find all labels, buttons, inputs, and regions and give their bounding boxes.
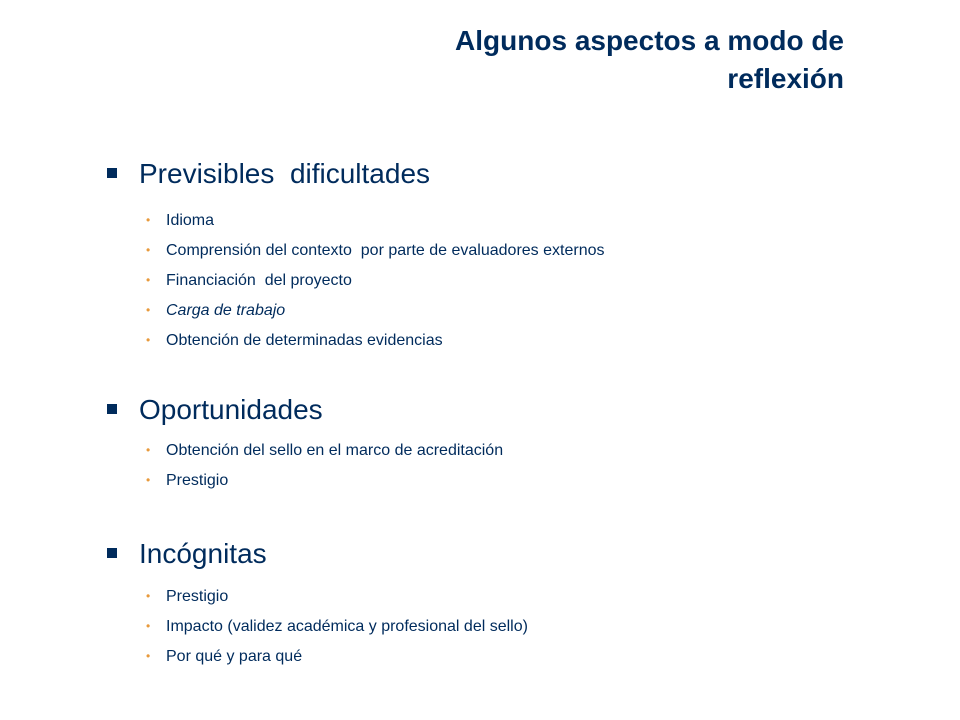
- square-bullet-icon: [107, 548, 117, 558]
- square-bullet-icon: [107, 404, 117, 414]
- list-item-text: Financiación del proyecto: [166, 272, 352, 289]
- list-item: [106, 582, 866, 612]
- list-item: [106, 642, 866, 672]
- slide-content: [106, 154, 866, 672]
- square-bullet-icon: [107, 168, 117, 178]
- list-item-text: Carga de trabajo: [166, 302, 286, 319]
- dot-bullet-icon: •: [146, 473, 151, 487]
- dot-bullet-icon: •: [146, 649, 151, 663]
- list-item-text: Idioma: [166, 212, 215, 229]
- dot-bullet-icon: •: [146, 333, 151, 347]
- bullet-list: [106, 206, 866, 356]
- dot-bullet-icon: •: [146, 243, 151, 257]
- section-heading: [106, 154, 866, 194]
- bullet-list: [106, 582, 866, 672]
- list-item: [106, 206, 866, 236]
- list-item-text: Prestigio: [166, 472, 229, 489]
- section-heading-text: Previsibles dificultades: [139, 158, 431, 189]
- section-heading-text: Oportunidades: [139, 394, 323, 425]
- section-heading-text: Incógnitas: [139, 538, 267, 569]
- bullet-list: [106, 436, 866, 496]
- list-item: [106, 296, 866, 326]
- list-item: [106, 612, 866, 642]
- list-item: [106, 436, 866, 466]
- section-heading: [106, 390, 866, 430]
- section-oportunidades: [106, 390, 866, 496]
- section-previsibles-dificultades: [106, 154, 866, 356]
- list-item-text: Obtención del sello en el marco de acreditación: [166, 442, 504, 459]
- list-item: [106, 236, 866, 266]
- section-incognitas: [106, 534, 866, 672]
- list-item-text: Prestigio: [166, 588, 229, 605]
- list-item: [106, 466, 866, 496]
- list-item-text: Obtención de determinadas evidencias: [166, 332, 443, 349]
- dot-bullet-icon: •: [146, 443, 151, 457]
- dot-bullet-icon: •: [146, 213, 151, 227]
- dot-bullet-icon: •: [146, 589, 151, 603]
- slide-title-line-1: Algunos aspectos a modo de: [455, 25, 844, 56]
- slide-title-line-2: reflexión: [727, 63, 844, 94]
- dot-bullet-icon: •: [146, 273, 151, 287]
- list-item-text: Comprensión del contexto por parte de evaluadores externos: [166, 242, 605, 259]
- list-item-text: Por qué y para qué: [166, 648, 303, 665]
- list-item: [106, 266, 866, 296]
- dot-bullet-icon: •: [146, 619, 151, 633]
- dot-bullet-icon: •: [146, 303, 151, 317]
- slide-title: [244, 22, 844, 98]
- list-item-text: Impacto (validez académica y profesional del sello): [166, 618, 528, 635]
- list-item: [106, 326, 866, 356]
- section-heading: [106, 534, 866, 574]
